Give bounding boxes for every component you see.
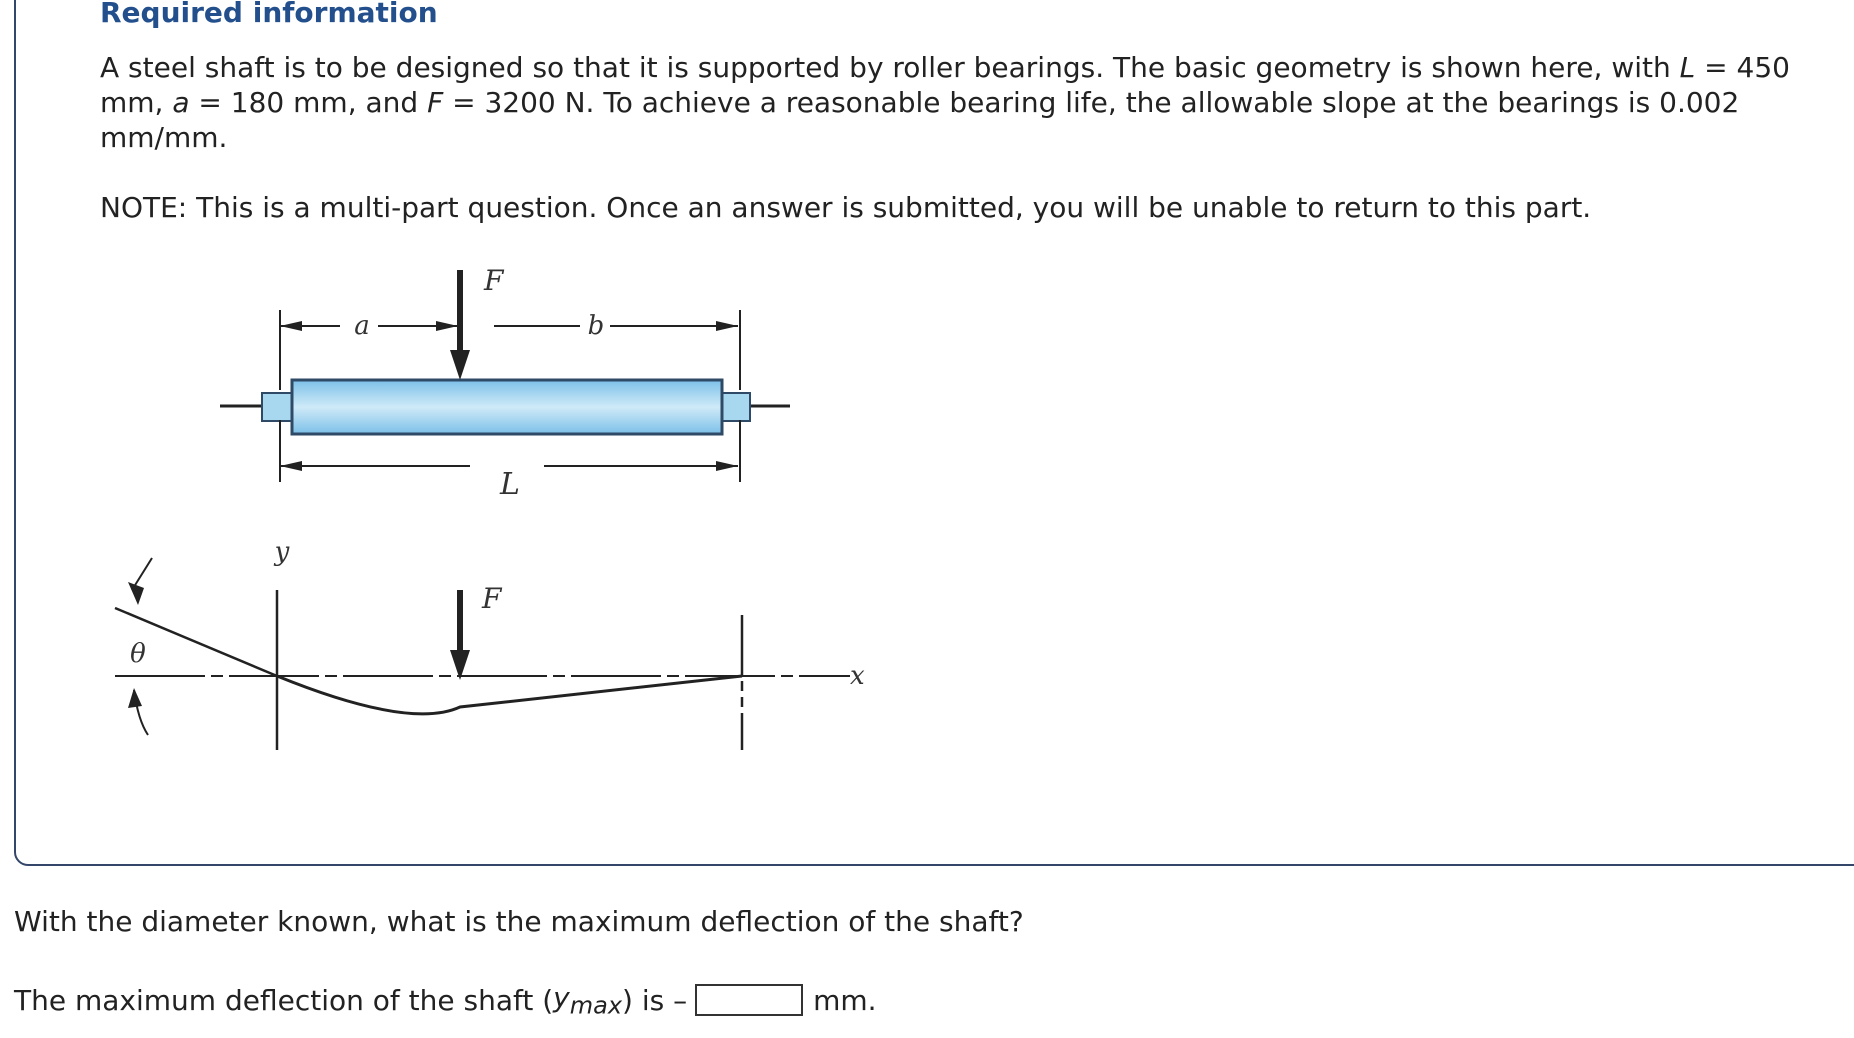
label-a: a [354,311,370,341]
var-a: a [172,86,190,119]
label-x: x [850,661,865,691]
unit-label: mm. [813,983,877,1017]
problem-statement [100,50,1800,155]
var-L: L [1679,51,1696,84]
question-text: With the diameter known, what is the maximum deflection of the shaft? [14,905,1024,938]
ymax-symbol [553,981,622,1020]
max-deflection-input[interactable] [695,984,803,1016]
label-b: b [587,311,605,341]
label-theta: θ [130,639,146,669]
ymax-subscript: max [569,991,623,1020]
shaft-diagram [110,260,870,780]
label-F-top: F [484,264,504,297]
answer-mid: ) is – [622,983,688,1017]
shaft-body [292,380,722,434]
label-L: L [500,467,520,502]
deflection-curve [277,676,742,714]
ymax-y: y [553,980,570,1014]
right-bearing [720,393,750,421]
var-F: F [427,86,444,119]
left-bearing [262,393,292,421]
required-information-title: Required information [100,0,438,29]
problem-text-1: A steel shaft is to be designed so that it is supported by roller bearings. The basic geometry is shown here, with [100,51,1680,84]
answer-prefix: The maximum deflection of the shaft ( [14,983,554,1017]
label-F-bottom: F [482,582,502,615]
dimension-a-b [280,310,740,390]
problem-text-4: = 3200 N. To achieve a reasonable bearing life, the allowable slope at the bearings is 0.002 mm/mm. [100,86,1740,154]
multi-part-note: NOTE: This is a multi-part question. Once an answer is submitted, you will be unable to return to this part. [100,191,1592,224]
problem-text-3: = 180 mm, and [189,86,428,119]
problem-text-2: = 450 mm, [100,51,1790,119]
label-y: y [274,537,290,567]
answer-line [14,980,877,1020]
shaft-top-view [220,380,790,434]
